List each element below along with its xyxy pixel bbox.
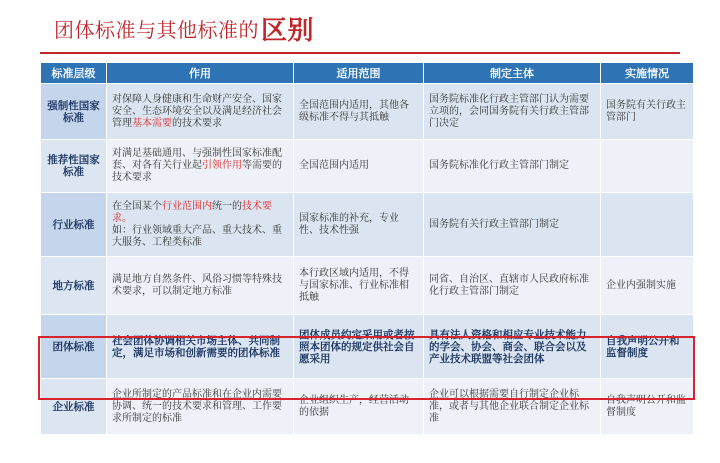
table-row bbox=[41, 140, 694, 193]
cell-level: 推荐性国家标准 bbox=[41, 140, 107, 193]
header-scope: 适用范围 bbox=[294, 63, 424, 84]
cell-role bbox=[107, 84, 294, 140]
cell-scope: 团体成员约定采用或者按照本团体的规定供社会自愿采用 bbox=[294, 315, 424, 379]
cell-scope: 本行政区域内适用，不得与国家标准、行业标准相抵触 bbox=[294, 257, 424, 315]
cell-implementation bbox=[601, 193, 694, 257]
cell-body: 国务院有关行政主管部门制定 bbox=[424, 193, 601, 257]
cell-level: 强制性国家标准 bbox=[41, 84, 107, 140]
header-implementation: 实施情况 bbox=[601, 63, 694, 84]
cell-scope: 全国范围内适用，其他各级标准不得与其抵触 bbox=[294, 84, 424, 140]
cell-role: 满足地方自然条件、风俗习惯等特殊技术要求，可以制定地方标准 bbox=[107, 257, 294, 315]
cell-implementation: 自我声明公开和监督制度 bbox=[601, 315, 694, 379]
role-highlight: 基本需要 bbox=[132, 117, 172, 129]
table-row-group-standard bbox=[41, 315, 694, 379]
role-highlight: 技术要求。 bbox=[112, 200, 272, 224]
cell-level: 行业标准 bbox=[41, 193, 107, 257]
role-text: 统一的 bbox=[212, 200, 242, 212]
title-emphasis: 区别 bbox=[261, 16, 315, 46]
cell-body: 国务院标准化行政主管部门认为需要立项的，会同国务院有关行政主管部门决定 bbox=[424, 84, 601, 140]
table-row bbox=[41, 84, 694, 140]
role-text: 如：行业领域重大产品、重大技术、重大服务、工程类标准 bbox=[112, 224, 282, 248]
table-row bbox=[41, 257, 694, 315]
table-row bbox=[41, 379, 694, 435]
role-highlight: 行业范围内 bbox=[162, 200, 212, 212]
cell-role bbox=[107, 193, 294, 257]
cell-role: 社会团体协调相关市场主体、共同制定，满足市场和创新需要的团体标准 bbox=[107, 315, 294, 379]
cell-body: 具有法人资格和相应专业技术能力的学会、协会、商会、联合会以及产业技术联盟等社会团体 bbox=[424, 315, 601, 379]
cell-level: 团体标准 bbox=[41, 315, 107, 379]
cell-role: 企业所制定的产品标准和在企业内需要协调、统一的技术要求和管理、工作要求所制定的标准 bbox=[107, 379, 294, 435]
cell-scope: 全国范围内适用 bbox=[294, 140, 424, 193]
page-title bbox=[54, 16, 314, 45]
role-text: 在全国某个 bbox=[112, 200, 162, 212]
role-text: 等需要的技术要求 bbox=[112, 160, 282, 183]
table-row bbox=[41, 193, 694, 257]
role-text: 对保障人身健康和生命财产安全、国家安全、生态环境安全以及满足经济社会管理 bbox=[112, 93, 282, 129]
title-main: 团体标准与其他标准的 bbox=[54, 18, 259, 42]
cell-level: 地方标准 bbox=[41, 257, 107, 315]
cell-body: 国务院标准化行政主管部门制定 bbox=[424, 140, 601, 193]
cell-implementation: 自我声明公开和监督制度 bbox=[601, 379, 694, 435]
cell-body: 企业可以根据需要自行制定企业标准，或者与其他企业联合制定企业标准 bbox=[424, 379, 601, 435]
role-text: 对满足基础通用、与强制性国家标准配套、对各有关行业起 bbox=[112, 148, 282, 171]
cell-implementation: 企业内强制实施 bbox=[601, 257, 694, 315]
cell-implementation bbox=[601, 140, 694, 193]
role-highlight: 引领作用 bbox=[202, 160, 242, 171]
cell-scope: 企业组织生产，经营活动的依据 bbox=[294, 379, 424, 435]
cell-body: 同省、自治区、直辖市人民政府标准化行政主管部门制定 bbox=[424, 257, 601, 315]
standards-comparison-table bbox=[40, 62, 694, 435]
cell-scope: 国家标准的补充，专业性、技术性强 bbox=[294, 193, 424, 257]
cell-role bbox=[107, 140, 294, 193]
header-level: 标准层级 bbox=[41, 63, 107, 84]
header-role: 作用 bbox=[107, 63, 294, 84]
role-text: 的技术要求 bbox=[172, 117, 222, 129]
title-underline bbox=[40, 52, 680, 54]
table-header-row bbox=[41, 63, 694, 84]
cell-level: 企业标准 bbox=[41, 379, 107, 435]
cell-implementation: 国务院有关行政主管部门 bbox=[601, 84, 694, 140]
header-body: 制定主体 bbox=[424, 63, 601, 84]
